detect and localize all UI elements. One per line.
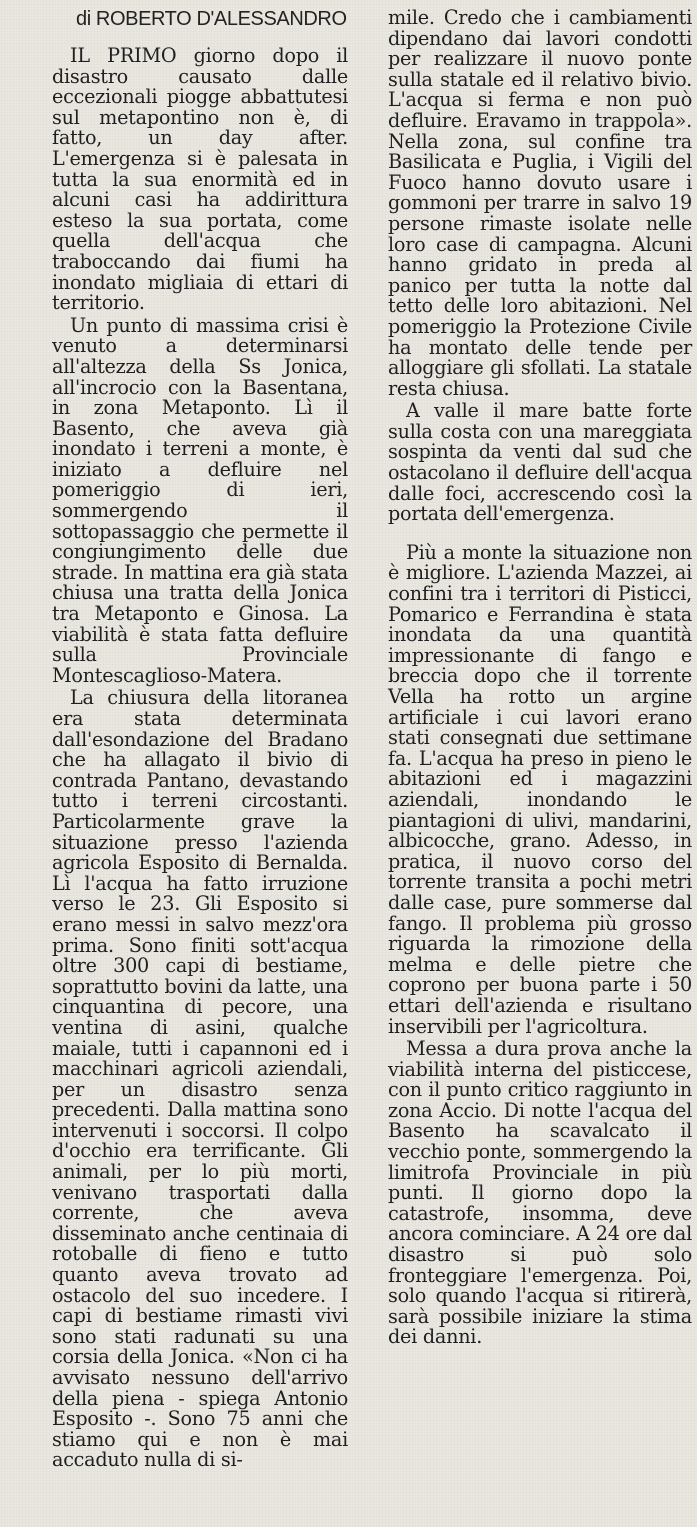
- byline: di ROBERTO D'ALESSANDRO: [76, 8, 347, 30]
- lead-caps: IL PRIMO: [70, 44, 177, 67]
- article-paragraph: A valle il mare batte forte sulla costa con una mareggiata sospinta da venti dal sud che ostacolano il defluire dell'acqua dalle foci, accrescendo così la portata dell'emergenza.: [388, 399, 692, 526]
- article-paragraph: Un punto di massima crisi è venuto a determinarsi all'altezza della Ss Jonica, all'incrocio con la Basentana, in zona Metaponto. Lì il Basento, che aveva già inondato i terreni a monte, è iniziato a defluire nel pomeriggio di ieri, sommergendo il sottopassaggio che permette il congiungimento delle due strade. In mattina era già stata chiusa una tratta della Jonica tra Metaponto e Ginosa. La viabilità è stata fatta defluire sulla Provinciale Montescaglioso-Matera.: [52, 313, 348, 687]
- article-paragraph: [52, 46, 348, 314]
- article-paragraph: La chiusura della litoranea era stata determinata dall'esondazione del Bradano che ha allagato il bivio di contrada Pantano, devastando tutto i terreni circostanti. Particolarmente grave la situazione presso l'azienda agricola Esposito di Bernalda. Lì l'acqua ha fatto irruzione verso le 23. Gli Esposito si erano messi in salvo mezz'ora prima. Sono finiti sott'acqua oltre 300 capi di bestiame, soprattutto bovini da latte, una cinquantina di pecore, una ventina di asini, qualche maiale, tutti i capannoni ed i macchinari agricoli aziendali, per un disastro senza precedenti. Dalla mattina sono intervenuti i soccorsi. Il colpo d'occhio era terrificante. Gli animali, per lo più morti, venivano trasportati dalla corrente, che aveva disseminato anche centinaia di rotoballe di fieno e tutto quanto aveva trovato ad ostacolo del suo incedere. I capi di bestiame rimasti vivi sono stati radunati su una corsia della Jonica. «Non ci ha avvisato nessuno dell'arrivo della piena - spiega Antonio Esposito -. Sono 75 anni che stiamo qui e non è mai accaduto nulla di si-: [52, 686, 348, 1472]
- article-column-right: [388, 8, 692, 1348]
- article-paragraph: Più a monte la situazione non è migliore. L'azienda Mazzei, ai confini tra i territori di Pisticci, Pomarico e Ferrandina è stata inondata da una quantità impressionante di fango e breccia dopo che il torrente Vella ha rotto un argine artificiale i cui lavori erano stati consegnati due settimane fa. L'acqua ha preso in pieno le abitazioni ed i magazzini aziendali, inondando le piantagioni di ulivi, mandarini, albicocche, grano. Adesso, in pratica, il nuovo corso del torrente transita a pochi metri dalle case, pure sommerse dal fango. Il problema più grosso riguarda la rimozione della melma e delle pietre che coprono per buona parte i 50 ettari dell'azienda e risultano inservibili per l'agricoltura.: [388, 540, 692, 1038]
- article-column-left: [52, 8, 348, 1471]
- article-paragraph: Messa a dura prova anche la viabilità interna del pisticcese, con il punto critico raggiunto in zona Accio. Di notte l'acqua del Basento ha scavalcato il vecchio ponte, sommergendo la limitrofa Provinciale in più punti. Il giorno dopo la catastrofe, insomma, deve ancora cominciare. A 24 ore dal disastro si può solo fronteggiare l'emergenza. Poi, solo quando l'acqua si ritirerà, sarà possibile iniziare la stima dei danni.: [388, 1037, 692, 1349]
- paragraph-text: giorno dopo il disastro causato dalle eccezionali piogge abbattutesi sul metapontino non è, di fatto, un day after. L'emergenza si è palesata in tutta la sua enormità ed in alcuni casi ha addirittura esteso la sua portata, come quella dell'acqua che traboccando dai fiumi ha inondato migliaia di ettari di territorio.: [52, 44, 348, 315]
- article-paragraph: mile. Credo che i cambiamenti dipendano dai lavori condotti per realizzare il nuovo ponte sulla statale ed il relativo bivio. L'acqua si ferma e non può defluire. Eravamo in trappola». Nella zona, sul confine tra Basilicata e Puglia, i Vigili del Fuoco hanno dovuto usare i gommoni per trarre in salvo 19 persone rimaste isolate nelle loro case di campagna. Alcuni hanno gridato in preda al panico per tutta la notte dal tetto delle loro abitazioni. Nel pomeriggio la Protezione Civile ha montato delle tende per alloggiare gli sfollati. La statale resta chiusa.: [388, 6, 692, 400]
